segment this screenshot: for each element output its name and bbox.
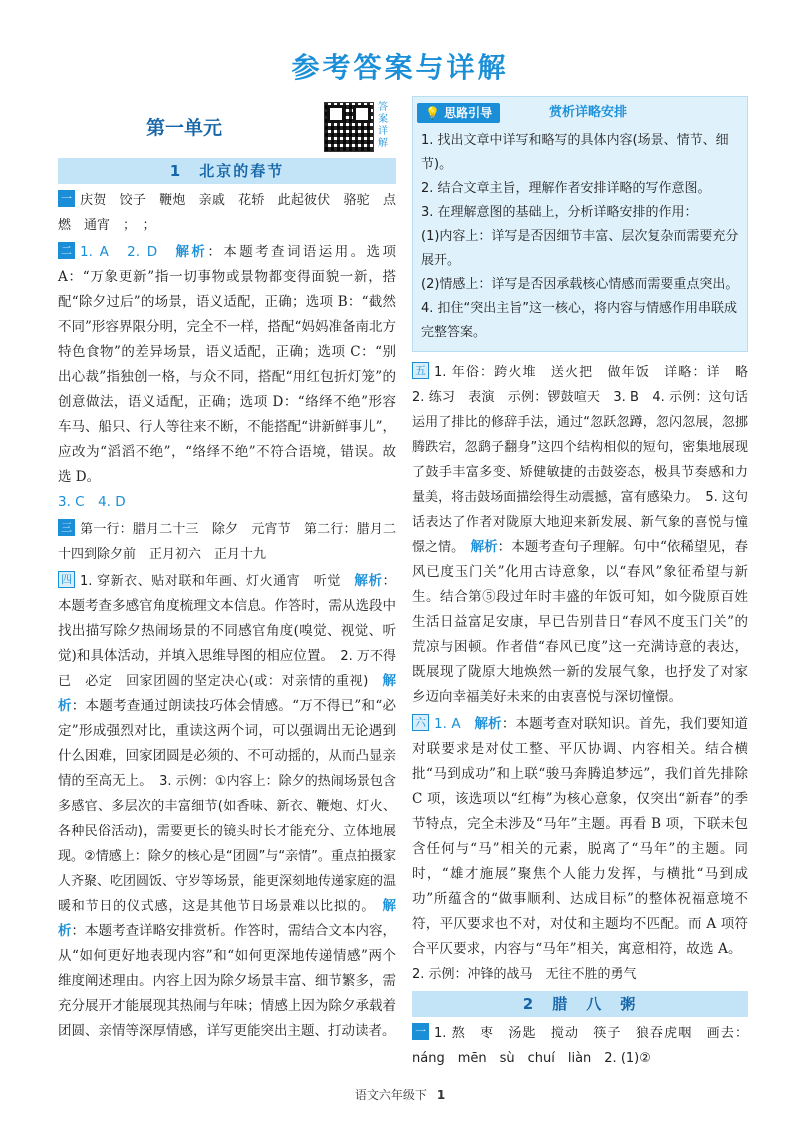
- qr-code-icon[interactable]: [324, 102, 374, 152]
- guide-item: 3. 在理解意图的基础上，分析详略安排的作用：: [421, 205, 698, 220]
- page-number: 1: [436, 1088, 446, 1102]
- section-text: 庆贺 饺子 鞭炮 亲戚 花轿 此起彼伏 骆驼 点燃 通宵 ； ；: [58, 193, 396, 233]
- answer-text: 1. 年俗：跨火堆 送火把 做年饭 详略：详 略 2. 练习 表演 示例：锣鼓喧天 3. B 4. 示例：这句话运用了排比的修辞手法，通过“忽跃忽蹲，忽闪忽展，忽挪腾跌宕，忽鹞子翻身”这四个结构相似的短句，密集地展现了鼓手丰富多变、矫健敏捷的击鼓姿态，极具节奏感和力量美，将击鼓场面描绘得生动震撼，富有感染力。 5. 这句话表达了作者对陇原大地迎来新发展、新气象的喜悦与憧憬之情。: [412, 365, 762, 555]
- guide-tag-label: 思路引导: [444, 106, 493, 120]
- section-text: 第一行：腊月二十三 除夕 元宵节 第二行：腊月二十四到除夕前 正月初六 正月十九: [58, 522, 396, 562]
- answer-text: 2. 示例：冲锋的战马 无往不胜的勇气: [412, 942, 748, 982]
- unit-title: 第一单元: [146, 117, 223, 139]
- explanation-text: ：本题考查详略安排赏析。作答时，需结合文本内容，从“如何更好地表现内容”和“如何更深地传递情感”两个维度阐述理由。内容上因为除夕场景丰富、细节繁多，需充分展开才能展现其热闹与年味；情感上因为除夕承载着团圆、亲情等深厚情感，详写更能突出主题、打动读者。: [58, 923, 397, 1039]
- jiexi-label: 解析: [175, 244, 208, 260]
- guide-item: (1)内容上：详写是否因细节丰富、层次复杂而需要充分展开。: [421, 229, 739, 268]
- section-4: [58, 569, 396, 1044]
- right-column: [412, 96, 762, 1073]
- guide-subtitle: 赏析详略安排: [549, 105, 628, 120]
- section-1: [58, 188, 396, 238]
- jiexi-label: 解析: [58, 898, 396, 939]
- unit-header: [58, 96, 396, 158]
- page-title: 参考答案与详解: [291, 51, 509, 84]
- section-2: [58, 240, 396, 515]
- section-mark: 四: [58, 571, 75, 588]
- answer-text: 1. A: [434, 716, 475, 732]
- answer-text: 1. A 2. D: [80, 244, 176, 260]
- explanation-text: ：本题考查对联知识。首先，我们要知道对联要求是对仗工整、平仄协调、内容相关。结合横批“马到成功”和上联“骏马奔腾追梦远”，我们首先排除 C 项，该选项以“红梅”为核心意象，仅突出“新春”的季节特点，完全未涉及“马年”主题。再看 B 项，下联未包含任何与“马”相关的元素，脱离了“马年”的主题。同时，“雄才施展”聚焦个人能力发挥，与横批“马到成功”所蕴含的“做事顺利、达成目标”的整体祝福意境不符，平仄要求也不对，对仗和主题均不匹配。而 A 项符合平仄要求，内容与“马年”相关，寓意相符，故选 A。: [412, 716, 748, 957]
- explanation-text: ：本题考查多感官角度梳理文本信息。作答时，需从选段中找出描写除夕热闹场景的不同感官角度(嗅觉、视觉、听觉)和具体活动，并填入思维导图的相应位置。: [58, 573, 396, 664]
- jiexi-label: 解析: [470, 539, 498, 555]
- lesson-title: 1 北京的春节: [58, 158, 396, 184]
- section-3: [58, 517, 396, 567]
- answer-text: 3. 示例：①内容上：除夕的热闹场景包含多感官、多层次的丰富细节(如香味、新衣、鞭炮、灯火、各种民俗活动)，需要更长的镜头时长才能充分、立体地展现。②情感上：除夕的核心是“团圆”与“亲情”。重点拍摄家人齐聚、吃团圆饭、守岁等场景，能更深刻地传递家庭的温暖和节日的仪式感，这是其他节日场景难以比拟的。: [58, 774, 397, 914]
- guide-item: 4. 扣住“突出主旨”这一核心，将内容与情感作用串联成完整答案。: [421, 301, 738, 340]
- section-mark: 三: [58, 519, 75, 536]
- thinking-guide-box: [412, 96, 748, 352]
- section-text: 1. 熬 枣 汤匙 搅动 筷子 狼吞虎咽 画去：náng mēn sù chuí liàn 2. (1)②: [412, 1026, 748, 1066]
- explanation-text: ：本题考查句子理解。句中“依稀望见，春风已度玉门关”化用古诗意象，以“春风”象征希望与新生。结合第⑤段过年时丰盛的年饭可知，如今陇原百姓生活日益富足安康，早已告别昔日“春风不度玉门关”的荒凉与困顿。作者借“春风已度”这一充满诗意的表达，既展现了陇原大地焕然一新的发展气象，也抒发了对家乡迈向幸福美好未来的由衷喜悦与深切憧憬。: [412, 539, 748, 705]
- section-mark: 一: [58, 190, 75, 207]
- bulb-icon: 💡: [425, 106, 440, 120]
- explanation-text: ：本题考查通过朗读技巧体会情感。“万不得已”和“必定”形成强烈对比，重读这两个词，可以强调出无论遇到什么困难，回家团圆是必须的、不可动摇的，从而凸显亲情的至高无上。: [58, 698, 396, 789]
- explanation-text: ：本题考查词语运用。选项 A：“万象更新”指一切事物或景物都变得面貌一新，搭配“除夕过后”的场景，语义适配，正确；选项 B：“截然不同”形容界限分明，完全不一样，搭配“妈妈准备南北方特色食物”的差异场景，语义适配，正确；选项 C：“别出心裁”指独创一格，与众不同，搭配“用红包折灯笼”的创意做法，语义适配，正确；选项 D：“络绎不绝”形容车马、船只、行人等往来不断，不能搭配“讲新鲜事儿”，应改为“滔滔不绝”，“络绎不绝”不符合语境，错误。故选 D。: [58, 244, 396, 485]
- jiexi-label: 解析: [58, 673, 396, 714]
- section-5: [412, 360, 762, 710]
- section-mark: 二: [58, 242, 75, 259]
- guide-item: 1. 找出文章中详写和略写的具体内容(场景、情节、细节)。: [421, 133, 729, 172]
- footer-text: 语文六年级下: [354, 1088, 427, 1102]
- left-column: [58, 96, 396, 1046]
- section-6: [412, 712, 748, 987]
- guide-item: (2)情感上：详写是否因承载核心情感而需要重点突出。: [421, 277, 739, 292]
- answer-text: 1. 穿新衣、贴对联和年画、灯火通宵 听觉: [80, 574, 355, 589]
- lesson-title: 2 腊 八 粥: [412, 991, 748, 1017]
- answer-text: 2. 万不得已 必定 回家团圆的坚定决心(或：对亲情的重视): [58, 649, 396, 689]
- section-mark: 一: [412, 1023, 429, 1040]
- guide-tag: [417, 103, 500, 123]
- section-1-lesson2: [412, 1021, 748, 1071]
- answer-text: 3. C 4. D: [58, 494, 126, 510]
- box-header: [421, 103, 739, 125]
- page-footer: [0, 1086, 800, 1103]
- jiexi-label: 解析: [474, 716, 502, 732]
- section-mark: 五: [412, 362, 429, 379]
- guide-item: 2. 结合文章主旨，理解作者安排详略的写作意图。: [421, 181, 711, 196]
- qr-side-label: 答案详解: [378, 102, 388, 149]
- jiexi-label: 解析: [354, 573, 383, 589]
- section-mark: 六: [412, 714, 429, 731]
